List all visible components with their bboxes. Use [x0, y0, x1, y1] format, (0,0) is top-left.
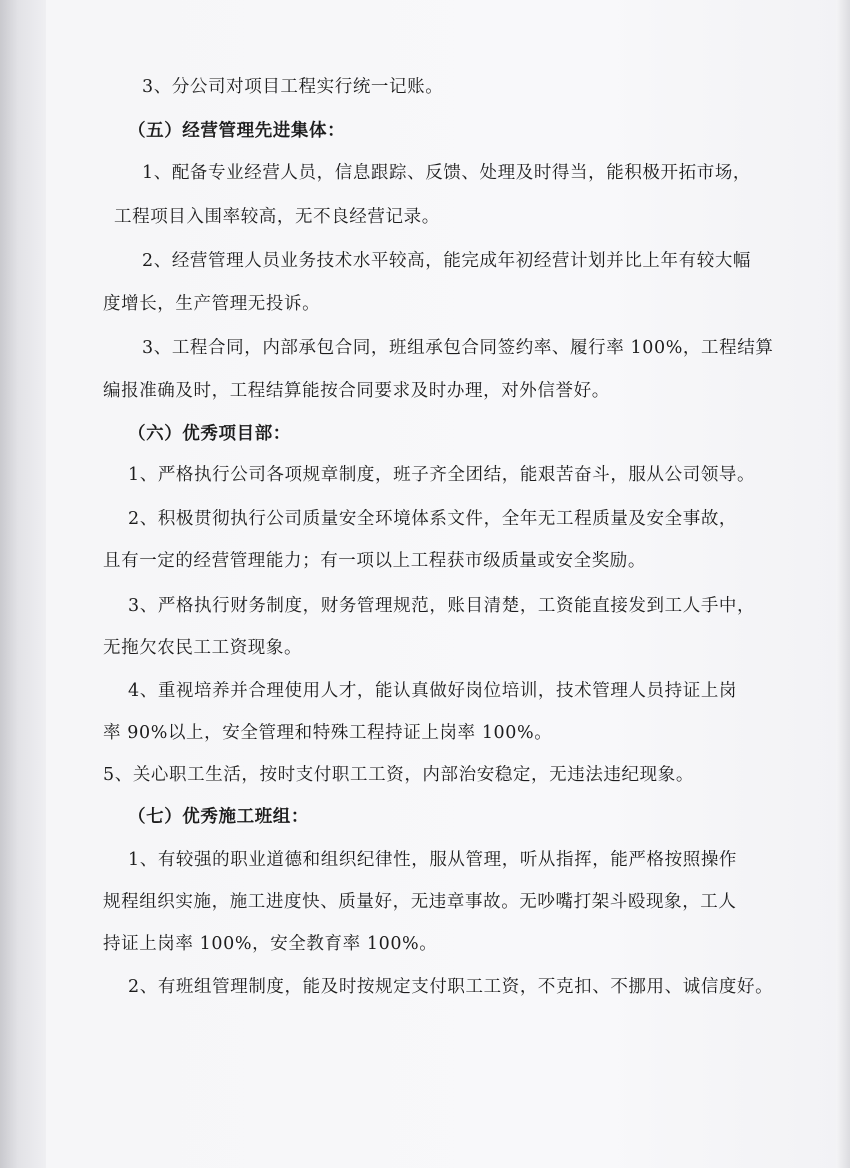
paragraph-line: 无拖欠农民工工资现象。 — [103, 638, 303, 658]
paragraph-line: 1、配备专业经营人员，信息跟踪、反馈、处理及时得当，能积极开拓市场， — [142, 163, 752, 183]
paragraph-line: 规程组织实施，施工进度快、质量好，无违章事故。无吵嘴打架斗殴现象，工人 — [103, 892, 737, 912]
paragraph-line: 度增长，生产管理无投诉。 — [103, 294, 321, 314]
paragraph-line: 1、严格执行公司各项规章制度，班子齐全团结，能艰苦奋斗，服从公司领导。 — [128, 465, 756, 485]
section-heading-five: （五）经营管理先进集体： — [128, 121, 346, 141]
paragraph-line: 3、分公司对项目工程实行统一记账。 — [142, 77, 444, 97]
binding-edge — [0, 0, 46, 1168]
paragraph-line: 工程项目入围率较高，无不良经营记录。 — [114, 207, 440, 227]
paragraph-line: 率 90%以上，安全管理和特殊工程持证上岗率 100%。 — [103, 723, 553, 743]
paragraph-line: 3、工程合同，内部承包合同，班组承包合同签约率、履行率 100%，工程结算 — [142, 338, 774, 358]
paragraph-line: 5、关心职工生活，按时支付职工工资，内部治安稳定，无违法违纪现象。 — [103, 765, 694, 785]
paragraph-line: 且有一定的经营管理能力；有一项以上工程获市级质量或安全奖励。 — [103, 551, 646, 571]
section-heading-six: （六）优秀项目部： — [128, 424, 291, 444]
paragraph-line: 2、积极贯彻执行公司质量安全环境体系文件，全年无工程质量及安全事故， — [128, 509, 738, 529]
paragraph-line: 4、重视培养并合理使用人才，能认真做好岗位培训，技术管理人员持证上岗 — [128, 681, 738, 701]
paragraph-line: 持证上岗率 100%，安全教育率 100%。 — [103, 934, 438, 954]
paragraph-line: 3、严格执行财务制度，财务管理规范，账目清楚，工资能直接发到工人手中， — [128, 596, 756, 616]
paragraph-line: 1、有较强的职业道德和组织纪律性，服从管理，听从指挥，能严格按照操作 — [128, 850, 738, 870]
page-right-edge — [836, 0, 850, 1168]
paragraph-line: 2、经营管理人员业务技术水平较高，能完成年初经营计划并比上年有较大幅 — [142, 251, 752, 271]
section-heading-seven: （七）优秀施工班组： — [128, 807, 309, 827]
paragraph-line: 2、有班组管理制度，能及时按规定支付职工工资，不克扣、不挪用、诚信度好。 — [128, 977, 774, 997]
paragraph-line: 编报准确及时，工程结算能按合同要求及时办理，对外信誉好。 — [103, 381, 610, 401]
